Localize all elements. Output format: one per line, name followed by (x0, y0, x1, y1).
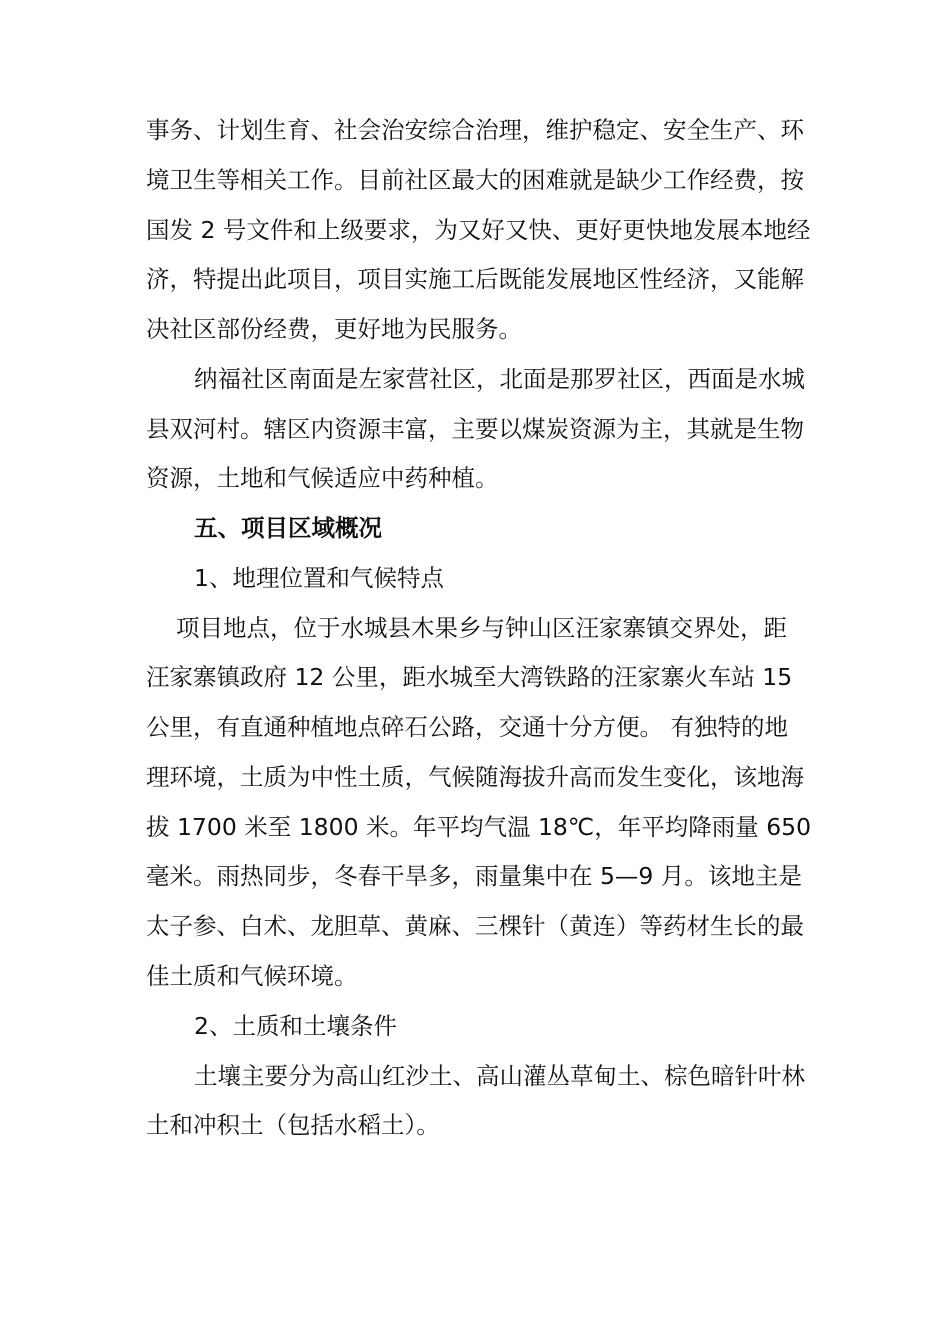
subsection-heading: 1、地理位置和气候特点 (194, 564, 444, 592)
paragraph-line: 项目地点，位于水城县木果乡与钟山区汪家寨镇交界处，距 (176, 614, 787, 642)
paragraph-line: 拔 1700 米至 1800 米。年平均气温 18℃，年平均降雨量 650 (146, 813, 812, 841)
paragraph-line: 毫米。雨热同步，冬春干旱多，雨量集中在 5—9 月。该地主是 (146, 862, 802, 890)
paragraph-line: 国发 2 号文件和上级要求，为又好又快、更好更快地发展本地经 (146, 216, 811, 244)
paragraph-line: 佳土质和气候环境。 (146, 962, 358, 990)
paragraph-line: 太子参、白术、龙胆草、黄麻、三棵针（黄连）等药材生长的最 (146, 912, 804, 940)
paragraph-line: 资源，土地和气候适应中药种植。 (146, 464, 499, 492)
paragraph-line: 县双河村。辖区内资源丰富，主要以煤炭资源为主，其就是生物 (146, 415, 804, 443)
paragraph-line: 济，特提出此项目，项目实施工后既能发展地区性经济，又能解 (146, 265, 804, 293)
paragraph-line: 理环境，土质为中性土质，气候随海拔升高而发生变化，该地海 (146, 763, 804, 791)
paragraph-line: 土壤主要分为高山红沙土、高山灌丛草甸土、棕色暗针叶林 (194, 1062, 805, 1090)
paragraph-line: 汪家寨镇政府 12 公里，距水城至大湾铁路的汪家寨火车站 15 (146, 663, 793, 691)
paragraph-line: 决社区部份经费，更好地为民服务。 (146, 315, 522, 343)
subsection-heading: 2、土质和土壤条件 (194, 1012, 397, 1040)
paragraph-line: 公里，有直通种植地点碎石公路，交通十分方便。 有独特的地 (146, 713, 788, 741)
section-heading: 五、项目区域概况 (194, 514, 382, 542)
paragraph-line: 境卫生等相关工作。目前社区最大的困难就是缺少工作经费，按 (146, 166, 804, 194)
paragraph-line: 纳福社区南面是左家营社区，北面是那罗社区，西面是水城 (194, 365, 805, 393)
paragraph-line: 事务、计划生育、社会治安综合治理，维护稳定、安全生产、环 (146, 116, 804, 144)
paragraph-line: 土和冲积土（包括水稻土）。 (146, 1111, 440, 1139)
